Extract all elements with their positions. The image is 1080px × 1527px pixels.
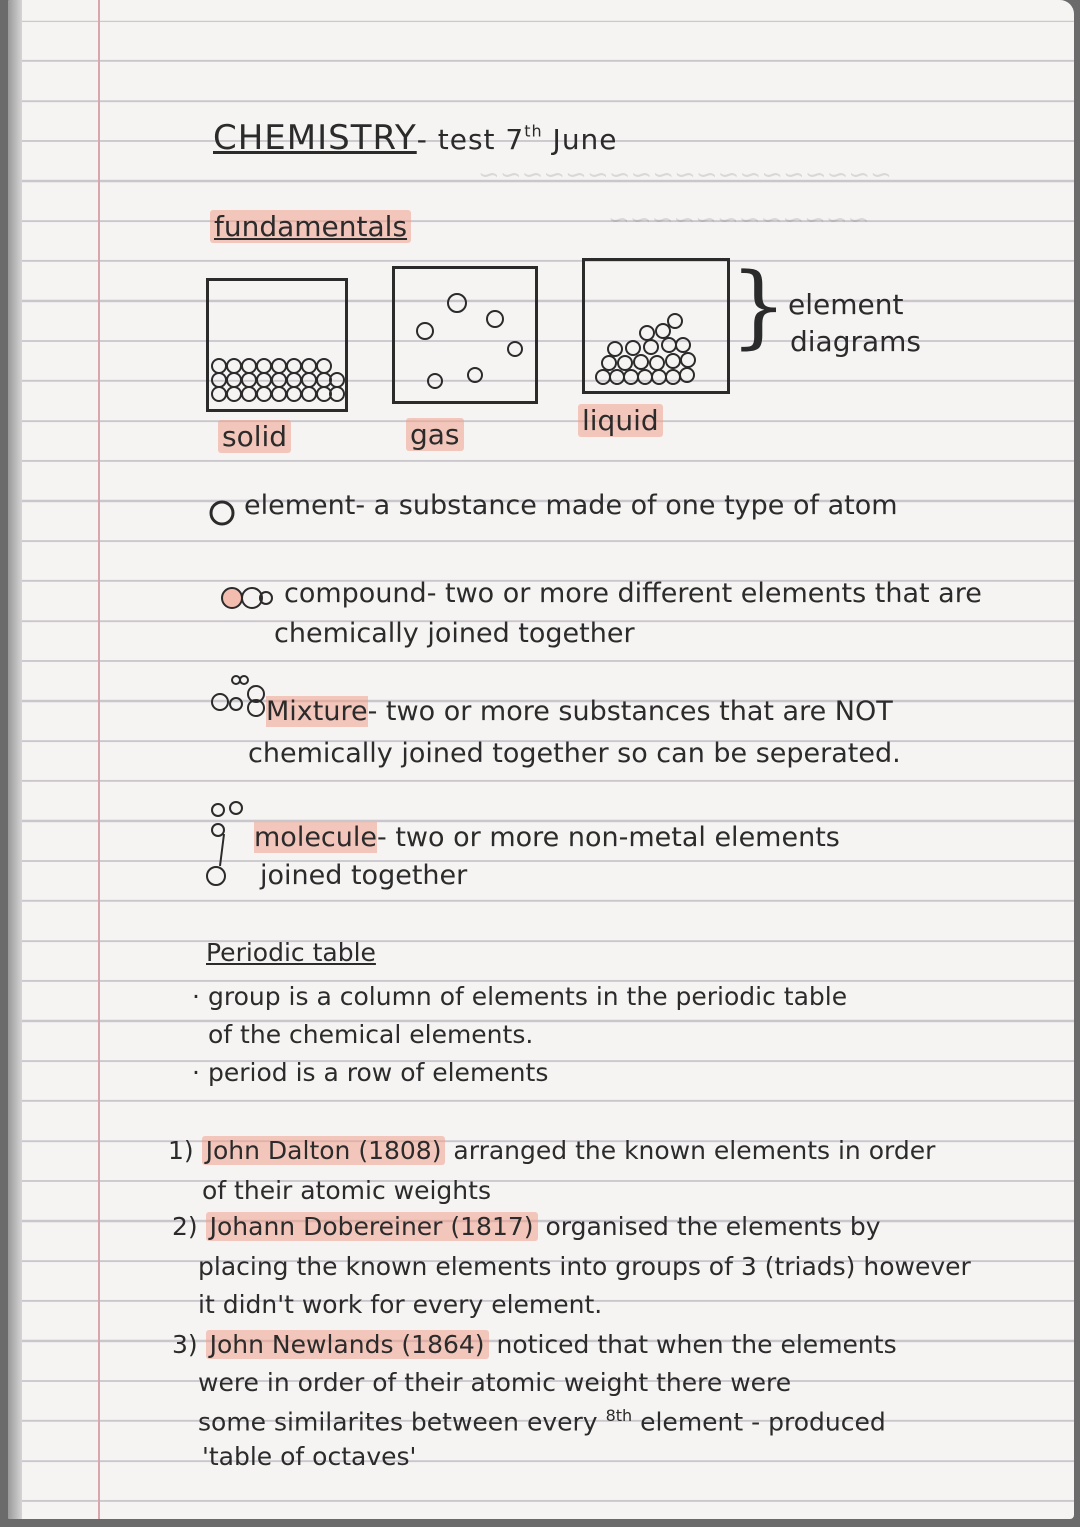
compound-text-1: - two or more different elements that are [426, 578, 982, 609]
solid-diagram [206, 278, 348, 412]
diagram-side-label-1: element [788, 288, 904, 321]
compound-term: compound [284, 578, 427, 609]
history-item-2-line2: placing the known elements into groups of 3 (triads) however [198, 1252, 971, 1281]
title-main: CHEMISTRY [213, 118, 417, 158]
history-item-3-text-4: element - produced [640, 1407, 886, 1437]
subtitle-text: fundamentals [210, 210, 411, 243]
label-gas [406, 418, 464, 451]
history-item-3-name: John Newlands (1864) [206, 1330, 489, 1359]
history-item-3-line2: were in order of their atomic weight there were [198, 1368, 792, 1397]
show-through-text: ~~~~~~~~~~~~ [608, 205, 870, 235]
title-sup: th [524, 121, 543, 141]
history-item-1-text-1: arranged the known elements in order [453, 1136, 936, 1165]
periodic-group-line1: group is a column of elements in the periodic table [208, 982, 848, 1011]
history-item-2-name: Johann Dobereiner (1817) [206, 1212, 538, 1241]
history-item-3-line4: 'table of octaves' [202, 1442, 417, 1471]
history-item-3-line3 [198, 1406, 886, 1436]
history-item-1-line1 [168, 1136, 935, 1165]
title-suffix: - test 7 [416, 123, 525, 156]
history-item-2-line3: it didn't work for every element. [198, 1290, 603, 1319]
compound-definition-line2: chemically joined together [274, 618, 635, 649]
periodic-group-line2: of the chemical elements. [208, 1020, 534, 1049]
notebook-page [8, 0, 1074, 1519]
liquid-diagram [582, 258, 730, 394]
mixture-particles-icon [206, 672, 266, 718]
molecule-definition-line1 [254, 822, 840, 853]
mixture-text-1: - two or more substances that are NOT [367, 696, 893, 727]
history-item-2-num: 2) [172, 1212, 198, 1241]
history-item-1-name: John Dalton (1808) [202, 1136, 446, 1165]
label-liquid-text: liquid [578, 404, 663, 437]
molecule-definition-line2: joined together [260, 860, 468, 891]
mixture-definition-line2: chemically joined together so can be seperated. [248, 738, 901, 769]
label-solid [218, 420, 291, 453]
history-item-2-line1 [172, 1212, 881, 1241]
gas-particles-icon [395, 269, 535, 401]
compound-molecule-icon [218, 583, 274, 613]
element-term: element [244, 490, 356, 521]
molecule-text-1: - two or more non-metal elements [377, 822, 840, 853]
title-date: June [542, 123, 618, 156]
history-item-3-text-1: noticed that when the elements [496, 1330, 897, 1359]
bullet-dot: · [192, 1058, 200, 1087]
show-through-text: ~~~~~~~~~~~~~~~~~~~ [478, 160, 892, 190]
molecule-structure-icon [204, 800, 256, 890]
mixture-term: Mixture [266, 696, 368, 727]
page-title [213, 118, 618, 158]
label-liquid [578, 404, 663, 437]
diagram-side-label-2: diagrams [790, 325, 922, 358]
margin-line [98, 0, 100, 1519]
molecule-term: molecule [254, 822, 378, 853]
section-fundamentals [210, 210, 411, 243]
compound-definition-line1 [284, 578, 982, 609]
element-text: - a substance made of one type of atom [355, 490, 898, 521]
label-solid-text: solid [218, 420, 291, 453]
curly-brace: } [730, 254, 788, 359]
history-item-3-text-3: some similarites between every [198, 1407, 598, 1437]
page-binding-shadow [8, 0, 22, 1519]
history-item-3-line1 [172, 1330, 897, 1359]
history-item-2-text-1: organised the elements by [545, 1212, 881, 1241]
element-definition [244, 490, 898, 521]
solid-particles-icon [209, 281, 345, 409]
element-atom-icon [206, 496, 240, 530]
mixture-definition-line1 [266, 696, 893, 727]
liquid-particles-icon [585, 261, 727, 391]
label-gas-text: gas [406, 418, 464, 451]
bullet-dot: · [192, 982, 200, 1011]
periodic-period-line: period is a row of elements [208, 1058, 549, 1087]
history-item-1-line2: of their atomic weights [202, 1176, 491, 1205]
gas-diagram [392, 266, 538, 404]
history-item-3-num: 3) [172, 1330, 198, 1359]
history-item-3-sup: 8th [605, 1406, 633, 1425]
periodic-heading: Periodic table [206, 938, 376, 967]
history-item-1-num: 1) [168, 1136, 194, 1165]
